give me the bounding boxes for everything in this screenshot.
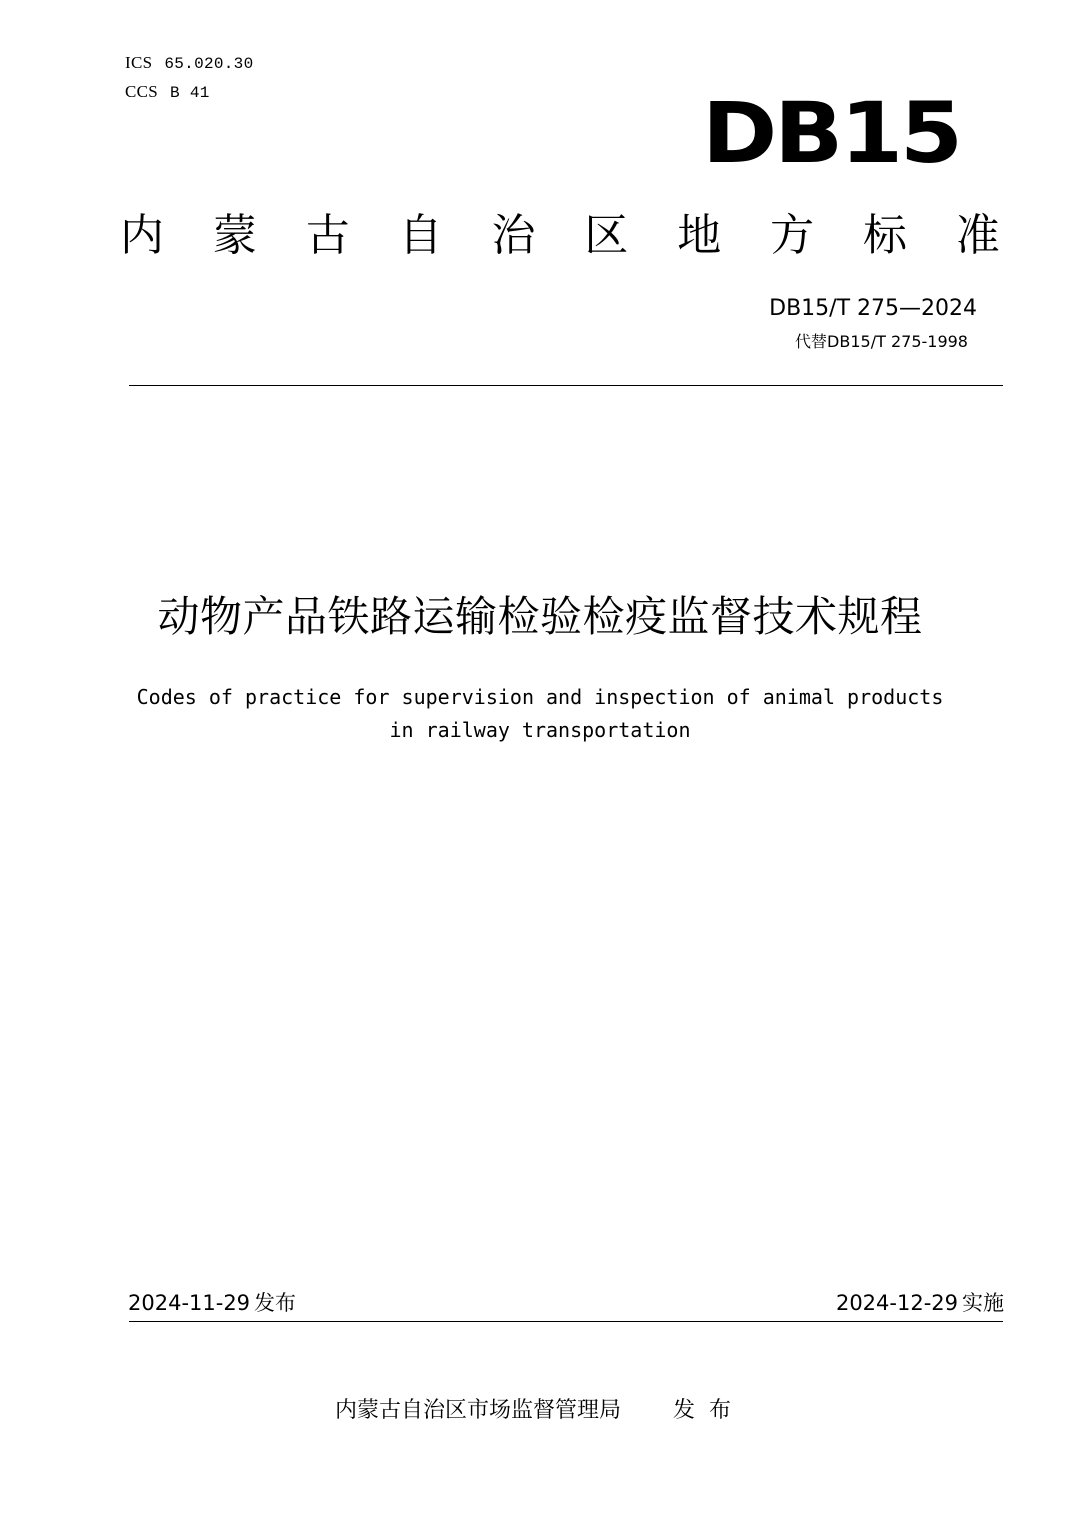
standard-type-char: 治 bbox=[491, 210, 536, 261]
implementation-date-label: 实施 bbox=[962, 1291, 1004, 1315]
standard-type-char: 标 bbox=[863, 210, 907, 261]
issuer bbox=[0, 1395, 1080, 1427]
ccs-code: B 41 bbox=[170, 84, 210, 102]
standard-type-char: 自 bbox=[398, 210, 443, 261]
title-english-line-2: in railway transportation bbox=[389, 718, 691, 742]
date-divider bbox=[129, 1321, 1003, 1322]
standard-type-char: 准 bbox=[955, 210, 1000, 261]
ccs-classification bbox=[125, 82, 210, 102]
issue-date bbox=[128, 1288, 296, 1318]
implementation-date bbox=[836, 1288, 1004, 1318]
db15-logo: DB15 bbox=[702, 84, 960, 182]
issuer-publish-label: 发布 bbox=[673, 1398, 746, 1423]
standard-type-char: 内 bbox=[120, 210, 164, 261]
issuer-name: 内蒙古自治区市场监督管理局 bbox=[334, 1398, 621, 1423]
header-divider bbox=[129, 385, 1003, 386]
standard-type-char: 方 bbox=[770, 210, 815, 261]
ics-code: 65.020.30 bbox=[164, 55, 254, 73]
implementation-date-value: 2024-12-29 bbox=[835, 1291, 958, 1315]
standard-type-heading bbox=[120, 210, 1000, 262]
ics-classification bbox=[125, 53, 253, 73]
ccs-label: CCS bbox=[125, 82, 159, 101]
standard-type-char: 古 bbox=[305, 210, 350, 261]
title-english-line-1: Codes of practice for supervision and inspection of animal products bbox=[136, 685, 944, 709]
standard-type-char: 区 bbox=[584, 210, 629, 261]
issue-date-value: 2024-11-29 bbox=[128, 1291, 251, 1315]
replaces-standard: 代替DB15/T 275-1998 bbox=[795, 332, 968, 351]
standard-type-char: 蒙 bbox=[212, 210, 257, 261]
issue-date-label: 发布 bbox=[254, 1291, 297, 1315]
standard-number: DB15/T 275—2024 bbox=[769, 296, 977, 321]
ics-label: ICS bbox=[125, 53, 153, 72]
title-chinese: 动物产品铁路运输检验检疫监督技术规程 bbox=[157, 592, 923, 641]
standard-type-char: 地 bbox=[677, 210, 722, 261]
